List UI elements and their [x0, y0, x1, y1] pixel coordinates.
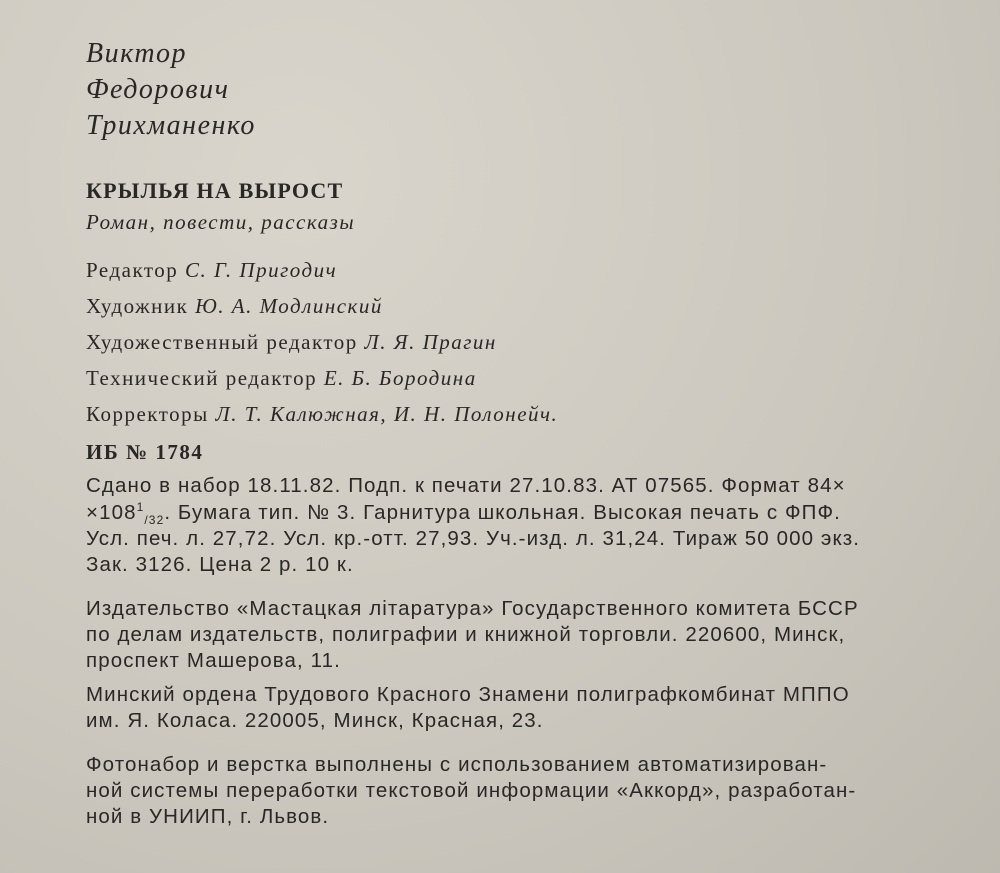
- credit-art-editor: [86, 330, 497, 355]
- printer-line-2: им. Я. Коласа. 220005, Минск, Красная, 23.: [86, 709, 544, 732]
- typesetting-line-2: ной системы переработки текстовой информации «Аккорд», разработан-: [86, 779, 857, 802]
- credit-role: Художественный редактор: [86, 330, 358, 354]
- credit-role: Технический редактор: [86, 366, 318, 390]
- imprint-format-sup: 1: [136, 500, 145, 514]
- printer-line-1: Минский ордена Трудового Красного Знамени полиграфкомбинат МППО: [86, 683, 850, 706]
- imprint-format: ×108: [86, 500, 137, 524]
- imprint-line-3: Усл. печ. л. 27,72. Усл. кр.-отт. 27,93. Уч.-изд. л. 31,24. Тираж 50 000 экз.: [86, 527, 861, 550]
- imprint-line-2: [86, 500, 841, 527]
- credit-name: Л. Т. Калюжная, И. Н. Полонейч.: [215, 402, 559, 426]
- imprint-paper: . Бумага тип. № 3. Гарнитура школьная. Высокая печать с ФПФ.: [164, 500, 841, 524]
- author-first-name: Виктор: [86, 38, 188, 69]
- credit-role: Художник: [86, 294, 189, 318]
- credit-tech-editor: [86, 366, 477, 391]
- book-subtitle: Роман, повести, рассказы: [86, 210, 356, 234]
- publisher-line-2: по делам издательств, полиграфии и книжной торговли. 220600, Минск,: [86, 623, 846, 646]
- credit-name: Ю. А. Модлинский: [195, 294, 383, 318]
- credit-proofreaders: [86, 402, 558, 427]
- typesetting-line-1: Фотонабор и верстка выполнены с использованием автоматизирован-: [86, 753, 828, 776]
- imprint-line-4: Зак. 3126. Цена 2 р. 10 к.: [86, 553, 354, 576]
- ib-number: ИБ № 1784: [86, 440, 204, 464]
- credit-name: Л. Я. Прагин: [364, 330, 497, 354]
- imprint-line-1: Сдано в набор 18.11.82. Подп. к печати 27.10.83. АТ 07565. Формат 84×: [86, 474, 846, 497]
- credit-artist: [86, 294, 383, 319]
- imprint-format-sub: /32: [144, 512, 165, 527]
- credit-name: С. Г. Пригодич: [185, 258, 338, 282]
- author-last-name: Трихманенко: [86, 110, 256, 141]
- typesetting-line-3: ной в УНИИП, г. Львов.: [86, 805, 330, 828]
- author-middle-name: Федорович: [86, 74, 230, 105]
- publisher-line-1: Издательство «Мастацкая лiтаратура» Государственного комитета БССР: [86, 597, 859, 620]
- credit-role: Корректоры: [86, 402, 209, 426]
- publisher-line-3: проспект Машерова, 11.: [86, 649, 341, 672]
- credit-role: Редактор: [86, 258, 179, 282]
- credit-name: Е. Б. Бородина: [323, 366, 477, 390]
- book-title: КРЫЛЬЯ НА ВЫРОСТ: [86, 178, 344, 203]
- credit-editor: [86, 258, 337, 283]
